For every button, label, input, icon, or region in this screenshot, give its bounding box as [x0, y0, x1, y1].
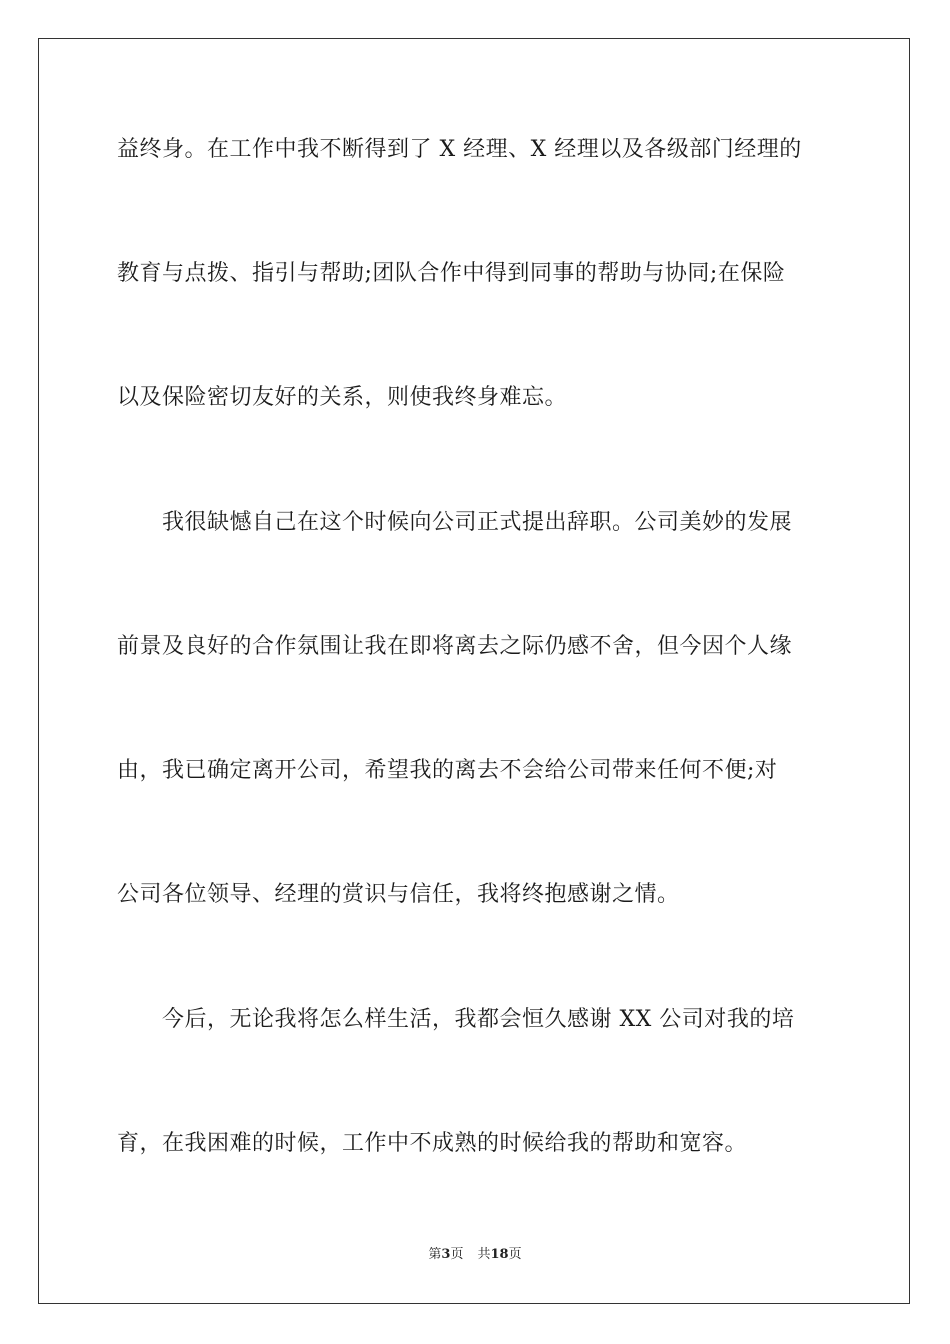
body-line: 育，在我困难的时候，工作中不成熟的时候给我的帮助和宽容。 [117, 1131, 748, 1156]
body-line: 前景及良好的合作氛围让我在即将离去之际仍感不舍，但今因个人缘 [117, 634, 793, 659]
body-line: 公司各位领导、经理的赏识与信任，我将终抱感谢之情。 [117, 882, 680, 907]
body-line: 由，我已确定离开公司，希望我的离去不会给公司带来任何不便;对 [117, 758, 778, 783]
body-line: 益终身。在工作中我不断得到了 X 经理、X 经理以及各级部门经理的 [117, 137, 802, 162]
current-page-number: 3 [441, 1247, 451, 1262]
total-page-count: 18 [490, 1247, 509, 1262]
page-footer [0, 1246, 950, 1264]
body-line: 教育与点拨、指引与帮助;团队合作中得到同事的帮助与协同;在保险 [117, 261, 786, 286]
page-suffix: 页 [450, 1247, 464, 1262]
total-prefix: 共 [477, 1247, 491, 1262]
body-line: 今后，无论我将怎么样生活，我都会恒久感谢 XX 公司对我的培 [117, 1007, 795, 1032]
body-line: 以及保险密切友好的关系，则使我终身难忘。 [117, 385, 568, 410]
page-border [38, 38, 910, 1304]
total-suffix: 页 [508, 1247, 522, 1262]
body-line: 我很缺憾自己在这个时候向公司正式提出辞职。公司美妙的发展 [117, 510, 793, 535]
page-prefix: 第 [428, 1247, 442, 1262]
